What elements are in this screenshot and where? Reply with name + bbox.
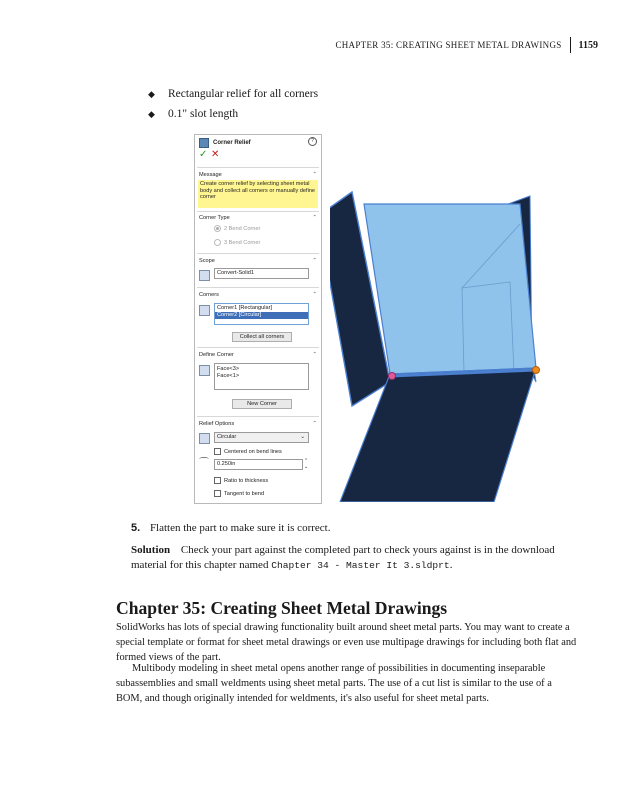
help-button[interactable]: ? (308, 137, 317, 146)
ratio-to-thickness-checkbox[interactable]: Ratio to thickness (214, 477, 268, 484)
solution-filename: Chapter 34 - Master It 3.sldprt (271, 560, 450, 571)
corner-relief-icon (199, 138, 209, 148)
section-heading: Chapter 35: Creating Sheet Metal Drawings (116, 598, 448, 618)
collapse-chevron-icon[interactable]: ⌃ (312, 292, 317, 298)
message-section (199, 171, 317, 179)
list-item[interactable]: Corner1 [Rectangular] (217, 305, 273, 311)
relief-type-select[interactable]: Circular ⌄ (214, 432, 309, 443)
relief-size-input[interactable]: 0.250in (214, 459, 303, 470)
divider (197, 347, 319, 348)
bullet-list (148, 84, 318, 124)
collapse-chevron-icon[interactable]: ⌃ (312, 172, 317, 178)
divider (197, 287, 319, 288)
scope-input[interactable]: Convert-Solid1 (214, 268, 309, 279)
corner-marker (533, 367, 540, 374)
faces-list[interactable] (214, 363, 309, 390)
sheet-metal-model-view (330, 186, 546, 502)
collapse-chevron-icon[interactable]: ⌃ (312, 258, 317, 264)
corner-type-section (199, 214, 317, 222)
chevron-down-icon: ⌄ (300, 434, 305, 440)
step-text: Flatten the part to make sure it is correct. (149, 522, 331, 534)
radio-3-bend-corner[interactable]: 3 Bend Corner (214, 239, 260, 246)
collapse-chevron-icon[interactable]: ⌃ (312, 215, 317, 221)
solution-paragraph: Solution Check your part against the completed part to check yours against is in the download material for this chapter named Chapter 34 - Master It 3.sldprt. (131, 544, 555, 571)
solution-label: Solution (131, 544, 171, 556)
diamond-bullet-icon: ◆ (148, 88, 155, 99)
collect-all-corners-button[interactable]: Collect all corners (232, 332, 292, 342)
ok-button[interactable]: ✓ (199, 149, 208, 160)
divider (197, 253, 319, 254)
bullet-text: 0.1" slot length (168, 108, 239, 120)
corner-marker (389, 373, 396, 380)
chapter-title: CHAPTER 35: CREATING SHEET METAL DRAWINGS (335, 40, 562, 50)
list-item[interactable]: Corner2 [Circular] (215, 312, 308, 319)
divider (197, 167, 319, 168)
dimension-icon: ⌒ (199, 458, 209, 469)
relief-options-section (199, 420, 317, 428)
corners-header[interactable]: Corners (199, 292, 219, 298)
message-header[interactable]: Message (199, 172, 222, 178)
scope-header[interactable]: Scope (199, 258, 215, 264)
corners-section (199, 291, 317, 299)
diamond-bullet-icon: ◆ (148, 108, 155, 119)
list-item[interactable]: Face<3> (217, 366, 240, 372)
spin-buttons[interactable]: ⌃ ⌄ (304, 458, 309, 470)
body-icon (199, 270, 210, 281)
corner-relief-panel (194, 134, 322, 504)
corner-select-icon (199, 305, 210, 316)
define-corner-header[interactable]: Define Corner (199, 352, 234, 358)
corners-list[interactable] (214, 303, 309, 325)
step-item (131, 522, 330, 534)
collapse-chevron-icon[interactable]: ⌃ (312, 352, 317, 358)
corner-type-header[interactable]: Corner Type (199, 215, 230, 221)
scope-section (199, 257, 317, 265)
divider (197, 416, 319, 417)
divider (197, 211, 319, 212)
collapse-chevron-icon[interactable]: ⌃ (312, 421, 317, 427)
define-corner-section (199, 351, 317, 359)
body-paragraph: SolidWorks has lots of special drawing functionality built around sheet metal parts. You may want to create a special template or format for sheet metal drawings or even use multipage drawings for including both flat and formed views of the part. (116, 622, 577, 663)
tangent-to-bend-checkbox[interactable]: Tangent to bend (214, 490, 264, 497)
panel-title: Corner Relief (199, 138, 251, 148)
solution-text: Check your part against the completed part to check yours against is in the download material for this chapter named (131, 544, 555, 571)
centered-on-bend-lines-checkbox[interactable]: Centered on bend lines (214, 448, 282, 455)
list-item (148, 84, 318, 104)
relief-options-header[interactable]: Relief Options (199, 421, 235, 427)
running-header (335, 38, 598, 52)
header-divider (570, 37, 571, 53)
radio-2-bend-corner[interactable]: 2 Bend Corner (214, 225, 260, 232)
face-select-icon (199, 365, 210, 376)
list-item (148, 104, 318, 124)
body-paragraph: Multibody modeling in sheet metal opens another range of possibilities in documenting inseparable subassemblies and small weldments using sheet metal parts. The use of a cut list is similar to the use of a BOM, and though originally intended for weldments, it's also useful for sheet metal parts. (116, 663, 552, 704)
page-number: 1159 (578, 39, 598, 51)
step-number: 5. (131, 522, 141, 534)
cancel-button[interactable]: ✕ (211, 149, 220, 160)
relief-type-icon (199, 433, 210, 444)
new-corner-button[interactable]: New Corner (232, 399, 292, 409)
bullet-text: Rectangular relief for all corners (168, 88, 319, 100)
list-item[interactable]: Face<1> (217, 373, 240, 379)
message-box: Create corner relief by selecting sheet metal body and collect all corners or manually define corner (198, 180, 318, 208)
